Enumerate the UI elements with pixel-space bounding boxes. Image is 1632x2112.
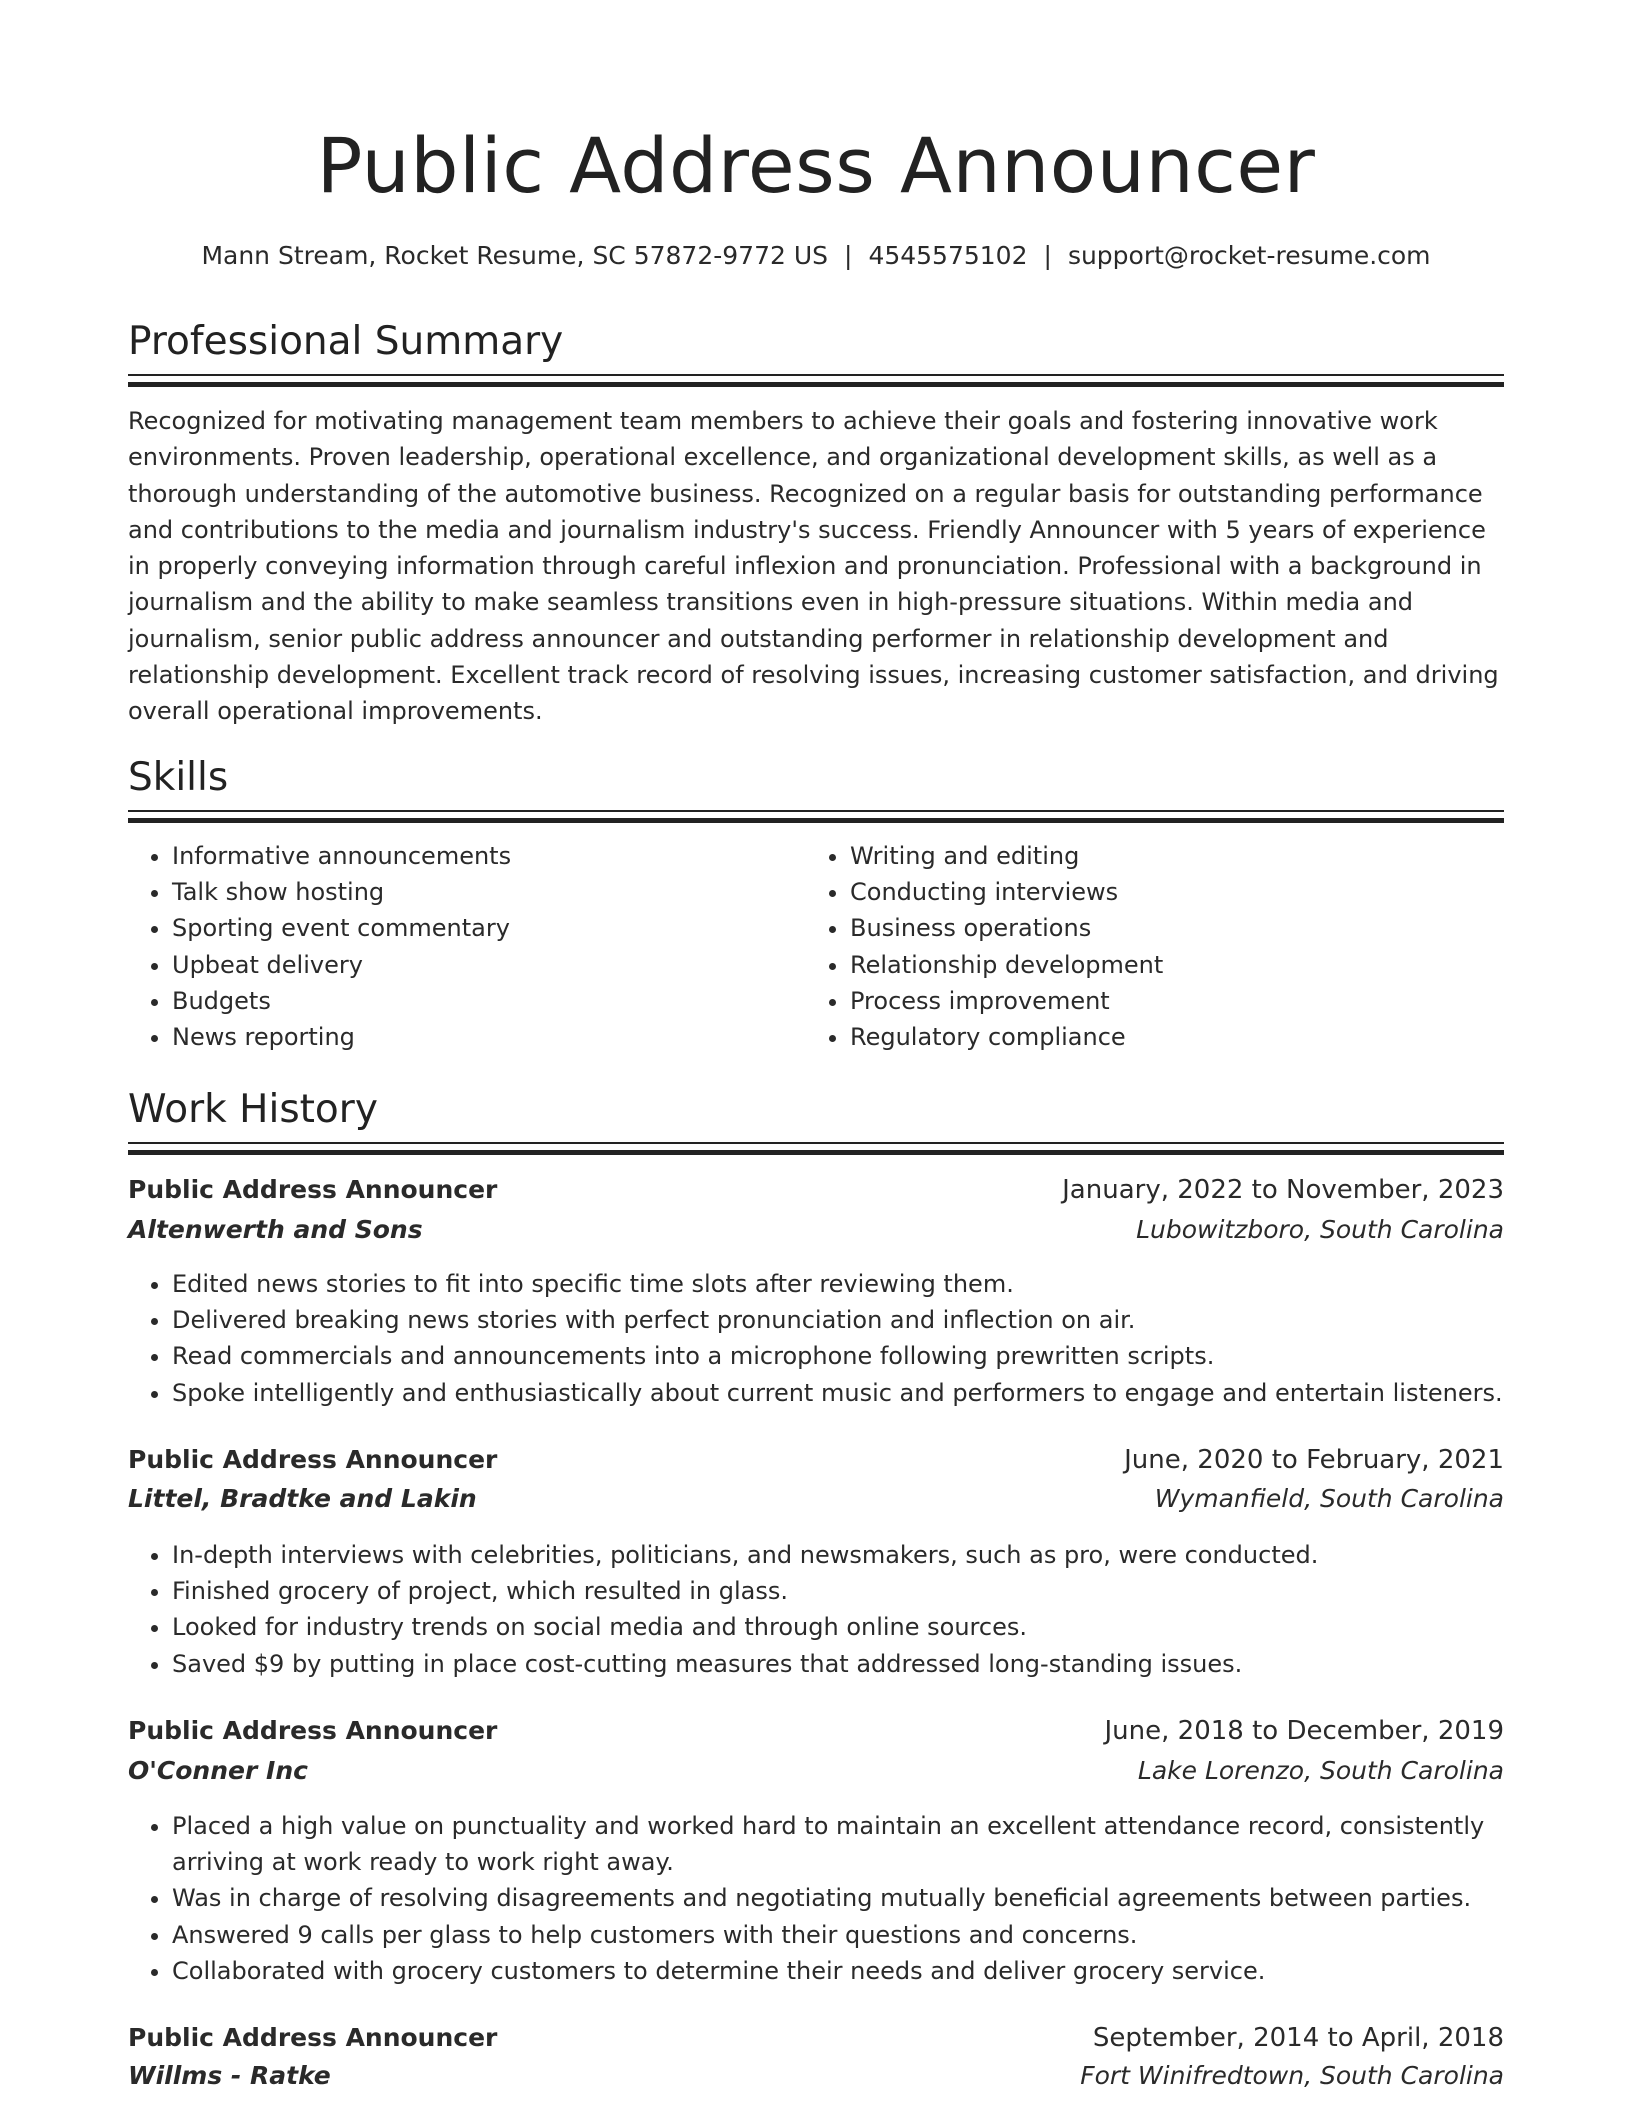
skill-item: • Regulatory compliance [850, 1019, 1490, 1055]
job-title: Public Address Announcer [128, 1175, 498, 1204]
job-location: Wymanfield, South Carolina [1154, 1484, 1504, 1513]
job-company: Altenwerth and Sons [128, 1215, 423, 1244]
skill-item: • Budgets [172, 983, 792, 1019]
job-bullet: • Read commercials and announcements into a microphone following prewritten scripts. [172, 1338, 1548, 1374]
job-bullet: • Finished grocery of project, which resulted in glass. [172, 1573, 1548, 1609]
skill-item: • Relationship development [850, 947, 1490, 983]
job-bullets [128, 1266, 1548, 1411]
contact-line [128, 238, 1504, 274]
work-history-heading: Work History [128, 1087, 378, 1132]
contact-phone: 4545575102 [868, 241, 1028, 270]
skill-item: • News reporting [172, 1019, 792, 1055]
job-location: Lubowitzboro, South Carolina [1136, 1215, 1504, 1244]
job-bullet: • In-depth interviews with celebrities, politicians, and newsmakers, such as pro, were conducted. [172, 1537, 1548, 1573]
job-title: Public Address Announcer [128, 2023, 498, 2052]
job-dates: January, 2022 to November, 2023 [1062, 1175, 1504, 1205]
skill-item: • Business operations [850, 910, 1490, 946]
job-dates: September, 2014 to April, 2018 [1092, 2023, 1504, 2053]
job-title: Public Address Announcer [128, 1445, 498, 1474]
job-dates: June, 2020 to February, 2021 [1124, 1445, 1504, 1475]
skills-list-right [806, 838, 1490, 1055]
resume-title: Public Address Announcer [316, 121, 1316, 210]
skills-heading: Skills [128, 755, 229, 800]
job-bullets [128, 1808, 1548, 1989]
skill-item: • Process improvement [850, 983, 1490, 1019]
job-bullet: • Placed a high value on punctuality and worked hard to maintain an excellent attendance record, consistently arriving at work ready to work right away. [172, 1808, 1548, 1880]
contact-separator: | [844, 241, 853, 270]
contact-address: Mann Stream, Rocket Resume, SC 57872-9772 US [201, 241, 828, 270]
job-bullet: • Looked for industry trends on social media and through online sources. [172, 1609, 1548, 1645]
skill-item: • Conducting interviews [850, 874, 1490, 910]
job-company: Willms - Ratke [128, 2061, 331, 2090]
contact-separator: | [1043, 241, 1052, 270]
job-bullet: • Was in charge of resolving disagreements and negotiating mutually beneficial agreements between parties. [172, 1880, 1548, 1916]
job-company: O'Conner Inc [128, 1756, 308, 1785]
job-location: Lake Lorenzo, South Carolina [1137, 1756, 1504, 1785]
job-location: Fort Winifredtown, South Carolina [1080, 2061, 1504, 2090]
skill-item: • Writing and editing [850, 838, 1490, 874]
job-bullet: • Spoke intelligently and enthusiastically about current music and performers to engage and entertain listeners. [172, 1375, 1548, 1411]
job-bullet: • Delivered breaking news stories with perfect pronunciation and inflection on air. [172, 1302, 1548, 1338]
job-bullet: • Edited news stories to fit into specific time slots after reviewing them. [172, 1266, 1548, 1302]
skill-item: • Talk show hosting [172, 874, 792, 910]
job-bullet: • Saved $9 by putting in place cost-cutting measures that addressed long-standing issues. [172, 1646, 1548, 1682]
skill-item: • Upbeat delivery [172, 947, 792, 983]
skill-item: • Sporting event commentary [172, 910, 792, 946]
contact-email[interactable]: support@rocket-resume.com [1067, 241, 1431, 270]
skills-list-left [128, 838, 792, 1055]
section-divider [128, 374, 1504, 386]
section-divider [128, 810, 1504, 822]
summary-text: Recognized for motivating management team members to achieve their goals and fostering innovative work environments. Proven leadership, operational excellence, and organizational development skills, as well as a thorough understanding of the automotive business. Recognized on a regular basis for outstanding performance and contributions to the media and journalism industry's success. Friendly Announcer with 5 years of experience in properly conveying information through careful inflexion and pronunciation. Professional with a background in journalism and the ability to make seamless transitions even in high-pressure situations. Within media and journalism, senior public address announcer and outstanding performer in relationship development and relationship development. Excellent track record of resolving issues, increasing customer satisfaction, and driving overall operational improvements. [128, 407, 1499, 726]
skill-item: • Informative announcements [172, 838, 792, 874]
section-divider [128, 1142, 1504, 1154]
job-company: Littel, Bradtke and Lakin [128, 1484, 477, 1513]
job-bullet: • Answered 9 calls per glass to help customers with their questions and concerns. [172, 1917, 1548, 1953]
job-bullet: • Collaborated with grocery customers to determine their needs and deliver grocery service. [172, 1953, 1548, 1989]
job-bullets [128, 1537, 1548, 1682]
job-dates: June, 2018 to December, 2019 [1104, 1716, 1504, 1746]
summary-heading: Professional Summary [128, 319, 564, 364]
job-title: Public Address Announcer [128, 1716, 498, 1745]
